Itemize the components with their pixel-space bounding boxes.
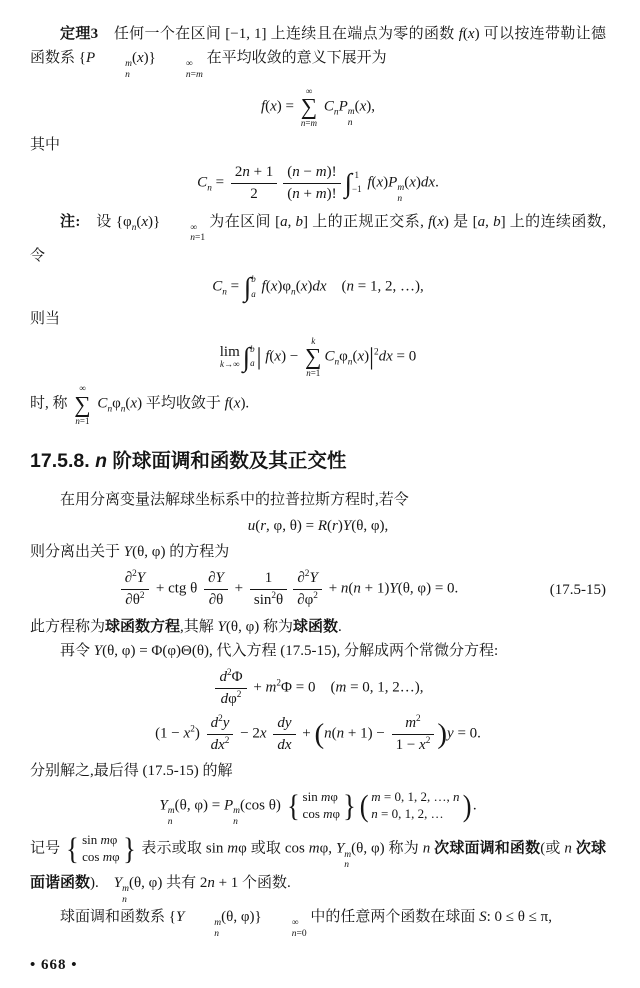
formula-sphere-equation: [30, 569, 606, 610]
orthogonality-paragraph: 球面调和函数系 {Y m n (θ, φ)} ∞ n=0 中的任意两个函数在球面 S: 0 ≤ θ ≤ π,: [60, 909, 552, 939]
formula-mean-convergence-limit: lim k→∞ ∫ b a | f(x) − k ∑ n=1 $C_n\varphi_n(x)|^2dx = 0$: [219, 335, 417, 379]
formula-legendre-ode: $(1 - x^2)$ $\frac{d^2y}{dx^2}$ − 2x $\frac{dy}{dx}$ + (n(n + 1) − $\frac{m^2}{1 - x^2}$ )y = 0.: [155, 713, 481, 753]
mean-convergence-paragraph: 时, 称 ∞ ∑ n=1 $C_n\varphi_n(x)$ 平均收敛于 f(x).: [30, 383, 250, 426]
formula-spherical-harmonic: Y m n (θ, φ) = P m n (cos θ) { sin mφ cos mφ } ( m = 0, 1, 2, …, n n = 0, 1, 2, … ) .: [159, 787, 477, 827]
laplace-intro-paragraph: 在用分离变量法解球坐标系中的拉普拉斯方程时,若令: [60, 491, 409, 508]
solve-paragraph: 分别解之,最后得 (17.5-15) 的解: [30, 763, 233, 780]
then-when-label: 则当: [30, 310, 61, 327]
formula-coefficient-cn: $C_n$ = $\frac{2n + 1}{2}$ $\frac{(n - m)!}{(n + m)!}$ ∫ 1 −1 f(x)P m n (x)dx.: [197, 163, 439, 205]
sphere-equation-body: $\frac{\partial^2Y}{\partial\theta^2}$ + ctg θ $\frac{\partial Y}{\partial\theta}$ + $\frac{1}{\sin^2\theta}$ $\frac{\partial^2Y}{\partial\varphi^2}$ + n(n + 1)Y(θ, φ) = 0.: [30, 569, 606, 610]
substitute-paragraph: 再令 Y(θ, φ) = Φ(φ)Θ(θ), 代入方程 (17.5-15), 分解成两个常微分方程:: [60, 643, 499, 660]
sphere-function-paragraph: 此方程称为球函数方程,其解 Y(θ, φ) 称为球函数.: [30, 618, 342, 635]
formula-phi-ode: $\frac{d^2\Phi}{d\varphi^2}$ + $m^2\Phi = 0$ (m = 0, 1, 2…),: [30, 668, 606, 709]
note-paragraph: 注: 设 $\{\varphi_n(x)\}$ ∞ n=1 为在区间 [a, b] 上的正规正交系, f(x) 是 [a, b] 上的连续函数,令: [30, 213, 607, 264]
theorem-paragraph: 定理3 任何一个在区间 [−1, 1] 上连续且在端点为零的函数 f(x) 可以按连带勒让德函数系 {P m n (x)} ∞ n=m 在平均收敛的意义下展开为: [30, 26, 606, 80]
formula-cn-integral: $C_n$ = ∫ b a $f(x)\varphi_n(x)dx$ (n = 1, 2, …),: [212, 272, 424, 303]
notation-paragraph: 记号 { sin mφ cos mφ } 表示或取 sin mφ 或取 cos mφ, Y m n (θ, φ) 称为 n 次球面调和函数(或 n 次球面谐函数). Y m n (θ, φ) 共有 2n + 1 个函数.: [30, 831, 606, 905]
separation-lead-paragraph: 则分离出关于 Y(θ, φ) 的方程为: [30, 544, 230, 561]
equation-number: (17.5-15): [549, 581, 606, 598]
formula-legendre-expansion: f(x) = ∞ ∑ n=m $C_nP$ m n (x),: [260, 85, 376, 128]
section-heading: 17.5.8. n 阶球面调和函数及其正交性: [30, 449, 347, 472]
wherein-label: 其中: [30, 137, 61, 154]
formula-separation-u: u(r, φ, θ) = R(r)Y(θ, φ),: [247, 517, 389, 534]
page-number: • 668 •: [30, 957, 78, 974]
